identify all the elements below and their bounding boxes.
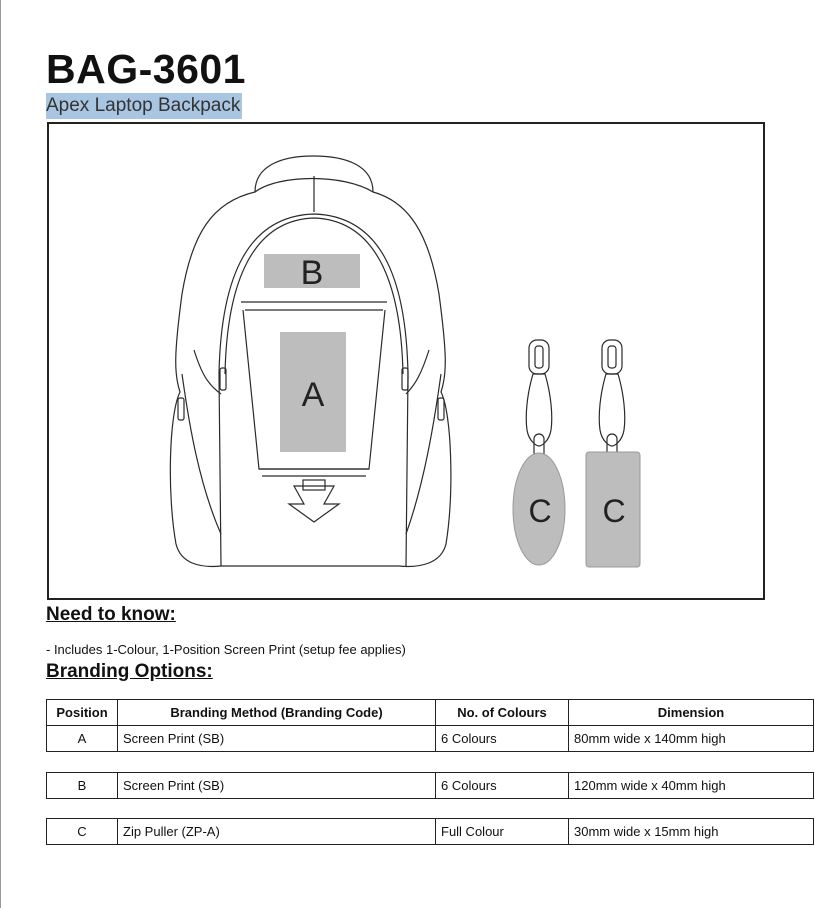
row-dimension: 30mm wide x 15mm high: [569, 819, 814, 845]
table-row: [47, 726, 814, 752]
row-position: B: [47, 773, 118, 799]
branding-table-position-a: [46, 699, 814, 752]
row-colours: 6 Colours: [436, 726, 569, 752]
column-header-colours: No. of Colours: [436, 700, 569, 726]
row-position: A: [47, 726, 118, 752]
zone-label-b: B: [300, 254, 324, 292]
column-header-method: Branding Method (Branding Code): [118, 700, 436, 726]
row-method: Zip Puller (ZP-A): [118, 819, 436, 845]
row-colours: Full Colour: [436, 819, 569, 845]
table-row: [47, 819, 814, 845]
product-code: BAG-3601: [46, 46, 246, 92]
column-header-position: Position: [47, 700, 118, 726]
row-dimension: 80mm wide x 140mm high: [569, 726, 814, 752]
row-method: Screen Print (SB): [118, 773, 436, 799]
row-position: C: [47, 819, 118, 845]
backpack-illustration: [49, 124, 763, 598]
branding-table-position-c: [46, 818, 814, 845]
zip-puller-rect: [599, 340, 625, 458]
row-colours: 6 Colours: [436, 773, 569, 799]
need-to-know-note: - Includes 1-Colour, 1-Position Screen Print (setup fee applies): [46, 642, 406, 657]
zone-label-c-rect: C: [602, 493, 626, 529]
zone-label-c-oval: C: [528, 493, 552, 529]
table-header-row: [47, 700, 814, 726]
column-header-dimension: Dimension: [569, 700, 814, 726]
product-illustration-frame: [47, 122, 765, 600]
row-dimension: 120mm wide x 40mm high: [569, 773, 814, 799]
page-left-edge: [0, 0, 1, 908]
product-name: Apex Laptop Backpack: [46, 93, 242, 119]
table-row: [47, 773, 814, 799]
zip-puller-oval: [526, 340, 552, 458]
branding-options-heading: Branding Options:: [46, 661, 213, 682]
need-to-know-heading: Need to know:: [46, 604, 176, 625]
zone-label-a: A: [301, 376, 325, 414]
branding-table-position-b: [46, 772, 814, 799]
row-method: Screen Print (SB): [118, 726, 436, 752]
